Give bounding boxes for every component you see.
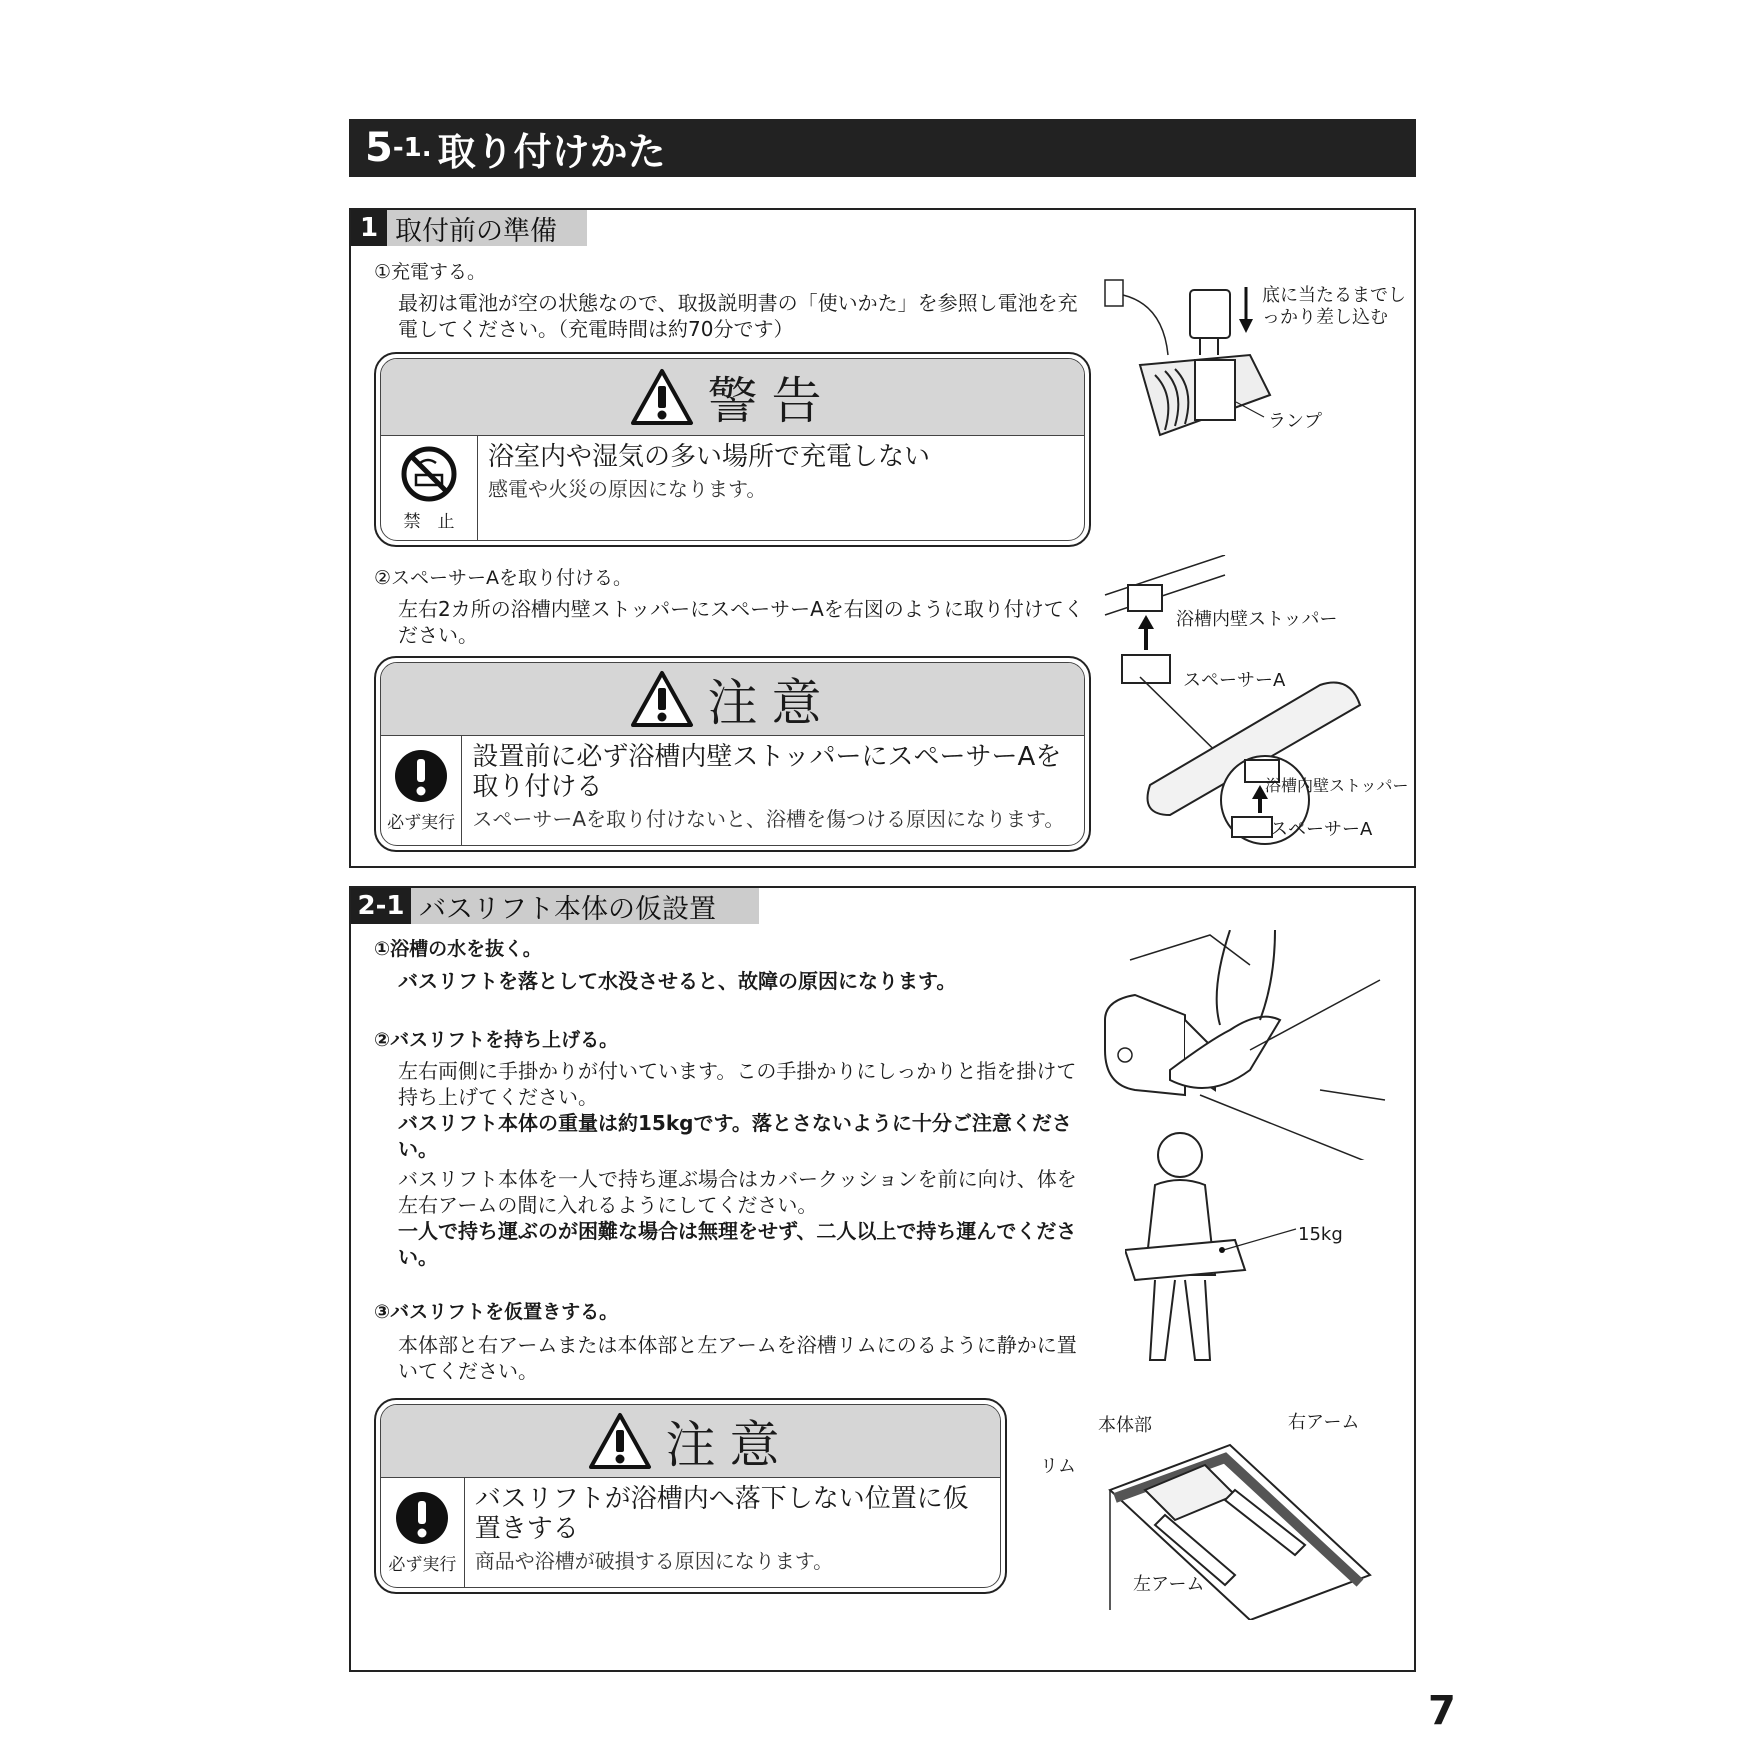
caution-sub-text-2: 商品や浴槽が破損する原因になります。: [474, 1549, 834, 1573]
s2-step1-text: バスリフトを落として水没させると、故障の原因になります。: [398, 969, 957, 993]
stopper-top-label: 浴槽内壁ストッパー: [1176, 609, 1338, 630]
mandatory-caption-2: 必ず実行: [388, 1555, 457, 1575]
page-header: [349, 119, 1416, 177]
warning-main-text: 浴室内や湿気の多い場所で充電しない: [488, 442, 931, 472]
spacer-illustration: [1100, 555, 1390, 845]
lamp-label: ランプ: [1268, 411, 1322, 432]
section-1-label: 取付前の準備: [395, 215, 557, 247]
exclamation-icon-2: [394, 1490, 450, 1546]
caution-icon-cell-1: [381, 736, 462, 845]
caution-triangle-icon: [630, 670, 694, 728]
weight-label: 15kg: [1298, 1224, 1343, 1245]
s1-step1-heading: ①充電する。: [374, 261, 487, 283]
caution-header-1: [381, 663, 1084, 736]
body-part-label: 本体部: [1098, 1415, 1152, 1436]
weight-leader-line: [1218, 1225, 1298, 1255]
s1-step2-text: 左右2カ所の浴槽内壁ストッパーにスペーサーAを右図のように取り付けてください。: [398, 597, 1084, 647]
spacer-bottom-label: スペーサーA: [1270, 819, 1373, 840]
prohibition-shower-icon: [400, 445, 458, 503]
warning-box: [374, 352, 1091, 547]
caution-box-2: [374, 1398, 1007, 1594]
s2-step2-text3: バスリフト本体を一人で持ち運ぶ場合はカバークッションを前に向け、体を左右アームの間に入れるようにしてください。: [398, 1167, 1077, 1217]
caution-heading-1: 注意: [707, 674, 836, 732]
caution-header-2: [381, 1405, 1000, 1478]
s2-step2-heading: ②バスリフトを持ち上げる。: [374, 1029, 619, 1051]
warning-heading: 警告: [707, 372, 836, 430]
rim-label: リム: [1040, 1456, 1076, 1477]
right-arm-label: 右アーム: [1288, 1412, 1360, 1433]
chapter-subnumber: -1.: [392, 133, 432, 163]
caution-sub-text-1: スペーサーAを取り付けないと、浴槽を傷つける原因になります。: [472, 807, 1065, 831]
caution-icon-cell-2: [381, 1478, 465, 1587]
exclamation-icon: [393, 748, 449, 804]
lifting-hands-illustration: [1100, 930, 1390, 1160]
s1-step1-text: 最初は電池が空の状態なので、取扱説明書の「使いかた」を参照し電池を充電してください。（充電時間は約70分です）: [398, 291, 1078, 341]
caution-triangle-icon-2: [588, 1412, 652, 1470]
insert-arrow-icon: [1236, 285, 1256, 335]
caution-main-text-2: バスリフトが浴槽内へ落下しない位置に仮置きする: [474, 1484, 969, 1544]
stopper-bottom-label: 浴槽内壁ストッパー: [1265, 776, 1409, 795]
prohibition-caption: 禁 止: [403, 511, 455, 532]
section-1-title: [351, 210, 587, 246]
page-title: 取り付けかた: [437, 129, 666, 174]
s2-step3-heading: ③バスリフトを仮置きする。: [374, 1301, 619, 1323]
s1-step2-heading: ②スペーサーAを取り付ける。: [374, 567, 633, 589]
caution-box-1: [374, 656, 1091, 852]
s2-step1-heading: ①浴槽の水を抜く。: [374, 938, 542, 960]
warning-triangle-icon: [630, 368, 694, 426]
caution-heading-2: 注意: [665, 1416, 794, 1474]
warning-icon-cell: [381, 436, 478, 540]
s2-step2-text2: バスリフト本体の重量は約15kgです。落とさないように十分ご注意ください。: [398, 1111, 1072, 1161]
section-1-number: 1: [351, 210, 387, 246]
left-arm-label: 左アーム: [1133, 1574, 1205, 1595]
warning-header: [381, 359, 1084, 436]
s2-step2-text4: 一人で持ち運ぶのが困難な場合は無理をせず、二人以上で持ち運んでください。: [398, 1219, 1077, 1269]
section-2-label: バスリフト本体の仮設置: [419, 893, 716, 925]
s2-step3-text: 本体部と右アームまたは本体部と左アームを浴槽リムにのるように静かに置いてください。: [398, 1333, 1077, 1383]
chapter-number: 5: [365, 125, 393, 171]
warning-sub-text: 感電や火災の原因になります。: [488, 477, 767, 501]
section-2-number: 2-1: [351, 888, 411, 924]
page-number: 7: [1428, 1688, 1456, 1734]
spacer-top-label: スペーサーA: [1183, 670, 1286, 691]
s2-step2-text1: 左右両側に手掛かりが付いています。この手掛かりにしっかりと指を掛けて持ち上げてください。: [398, 1059, 1077, 1109]
section-2-title: [351, 888, 759, 924]
charger-insert-label: 底に当たるまでしっかり差し込む: [1262, 285, 1406, 328]
mandatory-caption-1: 必ず実行: [387, 813, 456, 833]
caution-main-text-1: 設置前に必ず浴槽内壁ストッパーにスペーサーAを取り付ける: [472, 742, 1062, 802]
lamp-leader-line: [1236, 400, 1266, 420]
